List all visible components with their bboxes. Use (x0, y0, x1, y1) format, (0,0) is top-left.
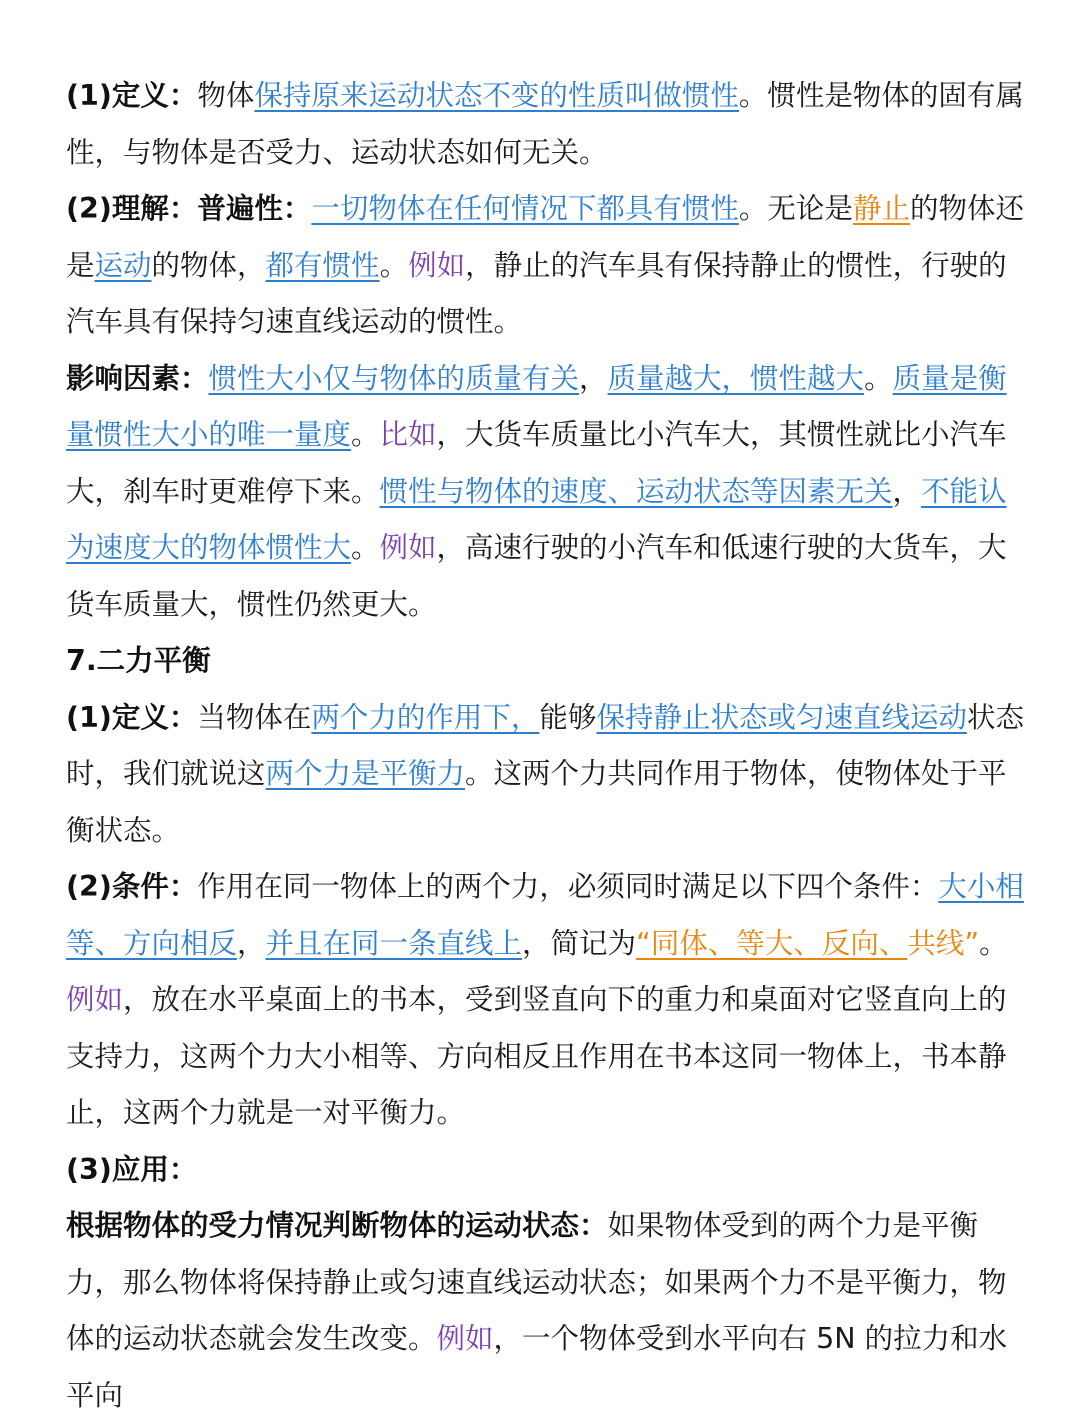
text: ，高速行驶的小汽车和低速行驶的大货车，大货车质量大，惯性仍然更大。 (66, 531, 1007, 621)
example-marker: 例如 (66, 983, 124, 1016)
label: 影响因素： (66, 361, 209, 395)
balance-definition (66, 690, 1026, 860)
text: 。惯性是物体的固有属性，与物体是否受力、运动状态如何无关。 (66, 79, 1024, 169)
text: 的物体还是 (66, 192, 1024, 282)
highlight: 都有惯性 (265, 248, 380, 282)
text: 。 (864, 361, 893, 395)
text: 如果物体受到的两个力是平衡力，那么物体将保持静止或匀速直线运动状态；如果两个力不是平衡力，物体的运动状态就会发生改变。 (66, 1209, 1007, 1355)
highlight: 不能认为速度大的物体惯性大 (66, 474, 1007, 564)
section-heading: 7.二力平衡 (66, 644, 211, 677)
highlight: 两个力是平衡力 (265, 757, 466, 790)
text: 物体 (197, 79, 255, 112)
example-marker: 例如 (408, 248, 466, 282)
label: 根据物体的受力情况判断物体的运动状态： (66, 1209, 608, 1242)
highlight: 并且在同一条直线上 (265, 926, 523, 960)
highlight: 两个力的作用下， (311, 700, 540, 734)
text: 当物体在 (197, 700, 312, 734)
text: ， (892, 474, 922, 508)
highlight: 惯性与物体的速度、运动状态等因素无关 (379, 474, 893, 508)
application-text (66, 1198, 1026, 1424)
text: 。 (379, 248, 409, 282)
text: 。这两个力共同作用于物体，使物体处于平衡状态。 (66, 757, 1007, 847)
highlight-orange: 静止 (852, 192, 910, 225)
text: ，静止的汽车具有保持静止的惯性，行驶的汽车具有保持匀速直线运动的惯性。 (66, 248, 1007, 338)
text: 。 (979, 926, 1008, 960)
highlight: 保持静止状态或匀速直线运动 (596, 700, 967, 734)
text: ，大货车质量比小汽车大，其惯性就比小汽车大，刹车时更难停下来。 (66, 418, 1007, 508)
text: 作用在同一物体上的两个力，必须同时满足以下四个条件： (197, 870, 939, 903)
example-marker: 比如 (379, 418, 437, 451)
highlight: 保持原来运动状态不变的性质叫做惯性 (254, 79, 739, 112)
text: 。 (351, 418, 380, 451)
text: 。 (351, 531, 380, 564)
document-body (66, 68, 1026, 1424)
label: (1)定义： (66, 700, 198, 734)
example-marker: 例如 (436, 1322, 494, 1355)
text: ，简记为 (522, 926, 637, 960)
text: 的物体， (151, 248, 266, 282)
application-label: (3)应用： (66, 1152, 198, 1186)
text: 状态时，我们就说这 (66, 700, 1024, 790)
highlight: 大小相等、方向相反 (66, 870, 1024, 960)
inertia-understanding (66, 181, 1026, 351)
balance-conditions (66, 859, 1026, 1142)
text: ， (579, 361, 608, 395)
inertia-definition (66, 68, 1026, 181)
text: 。无论是 (738, 192, 853, 225)
text: ，一个物体受到水平向右 5N 的拉力和水平向 (66, 1322, 1008, 1412)
highlight: 一切物体在任何情况下都具有惯性 (311, 192, 739, 225)
example-marker: 例如 (379, 531, 437, 564)
label: (2)条件： (66, 870, 198, 903)
highlight: 质量是衡量惯性大小的唯一量度 (66, 361, 1007, 451)
text: ， (237, 926, 266, 960)
text: ，放在水平桌面上的书本，受到竖直向下的重力和桌面对它竖直向上的支持力，这两个力大小相等、方向相反且作用在书本这同一物体上，书本静止，这两个力就是一对平衡力。 (66, 983, 1007, 1129)
text: 能够 (539, 700, 597, 734)
label: (2)理解： (66, 192, 198, 225)
inertia-factors (66, 351, 1026, 634)
label: (1)定义： (66, 79, 198, 112)
label: 普遍性： (197, 192, 312, 225)
highlight: 质量越大，惯性越大 (607, 361, 865, 395)
highlight: 运动 (94, 248, 152, 282)
highlight-orange: “同体、等大、反向、 (636, 926, 908, 960)
highlight: 惯性大小仅与物体的质量有关 (208, 361, 580, 395)
highlight-orange-plain: 共线” (907, 926, 980, 960)
